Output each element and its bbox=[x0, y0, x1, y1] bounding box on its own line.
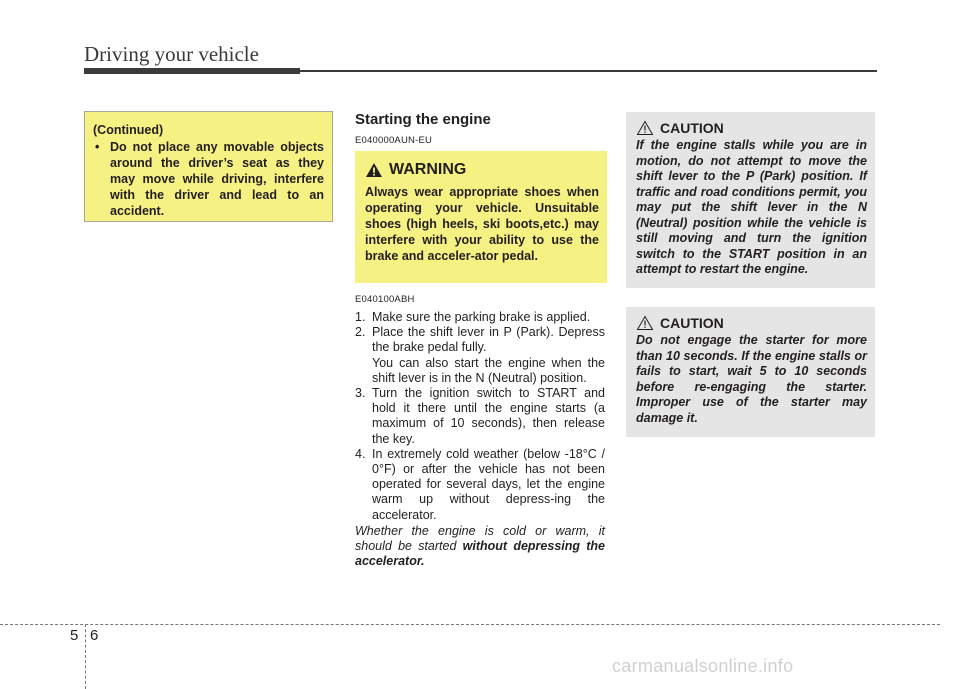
step-text: Place the shift lever in P (Park). Depress the brake pedal fully. bbox=[372, 325, 605, 355]
step-item bbox=[355, 386, 605, 447]
caution-title: CAUTION bbox=[660, 120, 724, 136]
step-item bbox=[355, 325, 605, 355]
caution-text: If the engine stalls while you are in motion, do not attempt to move the shift lever to the P (Park) position. If traffic and road conditions permit, you may put the shift lever in the N (Neutral) position while the vehicle is still moving and turn the ignition switch to the START position in an attempt to restart the engine. bbox=[636, 138, 867, 276]
step-subtext: You can also start the engine when the shift lever is in the N (Neutral) position. bbox=[372, 355, 605, 385]
caution-header bbox=[636, 315, 867, 331]
caution-header bbox=[636, 120, 867, 136]
continued-item-text: Do not place any movable objects around the driver’s seat as they may move while driving, interfere with the driver and lead to an accident. bbox=[110, 140, 324, 218]
step-text: In extremely cold weather (below -18°C / 0°F) or after the vehicle has not been operated for several days, let the engine warm up without depress-ing the accelerator. bbox=[372, 446, 605, 522]
final-note bbox=[355, 524, 605, 570]
step-number: 4. bbox=[355, 446, 366, 461]
chapter-number: 5 bbox=[70, 627, 79, 644]
section-code: E040000AUN-EU bbox=[355, 135, 433, 146]
steps-list bbox=[355, 310, 605, 569]
caution-text: Do not engage the starter for more than 10 seconds. If the engine stalls or fails to start, wait 5 to 10 seconds before re-engaging the starter. Improper use of the starter may damage it. bbox=[636, 333, 867, 425]
header-rule-thick bbox=[84, 68, 300, 74]
header-rule-thin bbox=[300, 70, 877, 72]
caution-box-1 bbox=[626, 112, 875, 288]
caution-title: CAUTION bbox=[660, 315, 724, 331]
step-item bbox=[355, 310, 605, 325]
continued-item bbox=[93, 139, 324, 219]
warning-text: Always wear appropriate shoes when operating your vehicle. Unsuitable shoes (high heels, ski boots,etc.) may interfere with your ability to use the brake and acceler-ator pedal. bbox=[365, 185, 599, 263]
section-title: Starting the engine bbox=[355, 111, 491, 128]
page-header-title: Driving your vehicle bbox=[84, 42, 259, 66]
step-item bbox=[355, 447, 605, 523]
bullet-icon: • bbox=[95, 140, 100, 154]
final-note-emphasis: without depressing the accelerator. bbox=[355, 539, 606, 569]
continued-title: (Continued) bbox=[93, 123, 164, 137]
caution-box-2 bbox=[626, 307, 875, 437]
procedure-code: E040100ABH bbox=[355, 294, 415, 305]
page-number: 6 bbox=[90, 627, 99, 644]
step-number: 3. bbox=[355, 386, 366, 401]
caution-icon bbox=[636, 315, 654, 331]
step-text: Make sure the parking brake is applied. bbox=[372, 310, 591, 324]
step-number: 1. bbox=[355, 310, 366, 324]
watermark: carmanualsonline.info bbox=[612, 656, 794, 676]
step-text: Turn the ignition switch to START and hold it there until the engine starts (a maximum of 10 seconds), then release the key. bbox=[372, 386, 605, 446]
warning-icon bbox=[365, 162, 383, 178]
caution-icon bbox=[636, 120, 654, 136]
footer-divider bbox=[85, 624, 86, 689]
final-note-text: Whether the engine is cold or warm, it should be started bbox=[355, 523, 605, 554]
warning-title: WARNING bbox=[389, 161, 467, 178]
warning-header bbox=[365, 161, 599, 179]
footer-rule bbox=[0, 624, 940, 625]
step-number: 2. bbox=[355, 325, 366, 340]
warning-box bbox=[355, 151, 607, 283]
continued-box bbox=[84, 111, 333, 222]
